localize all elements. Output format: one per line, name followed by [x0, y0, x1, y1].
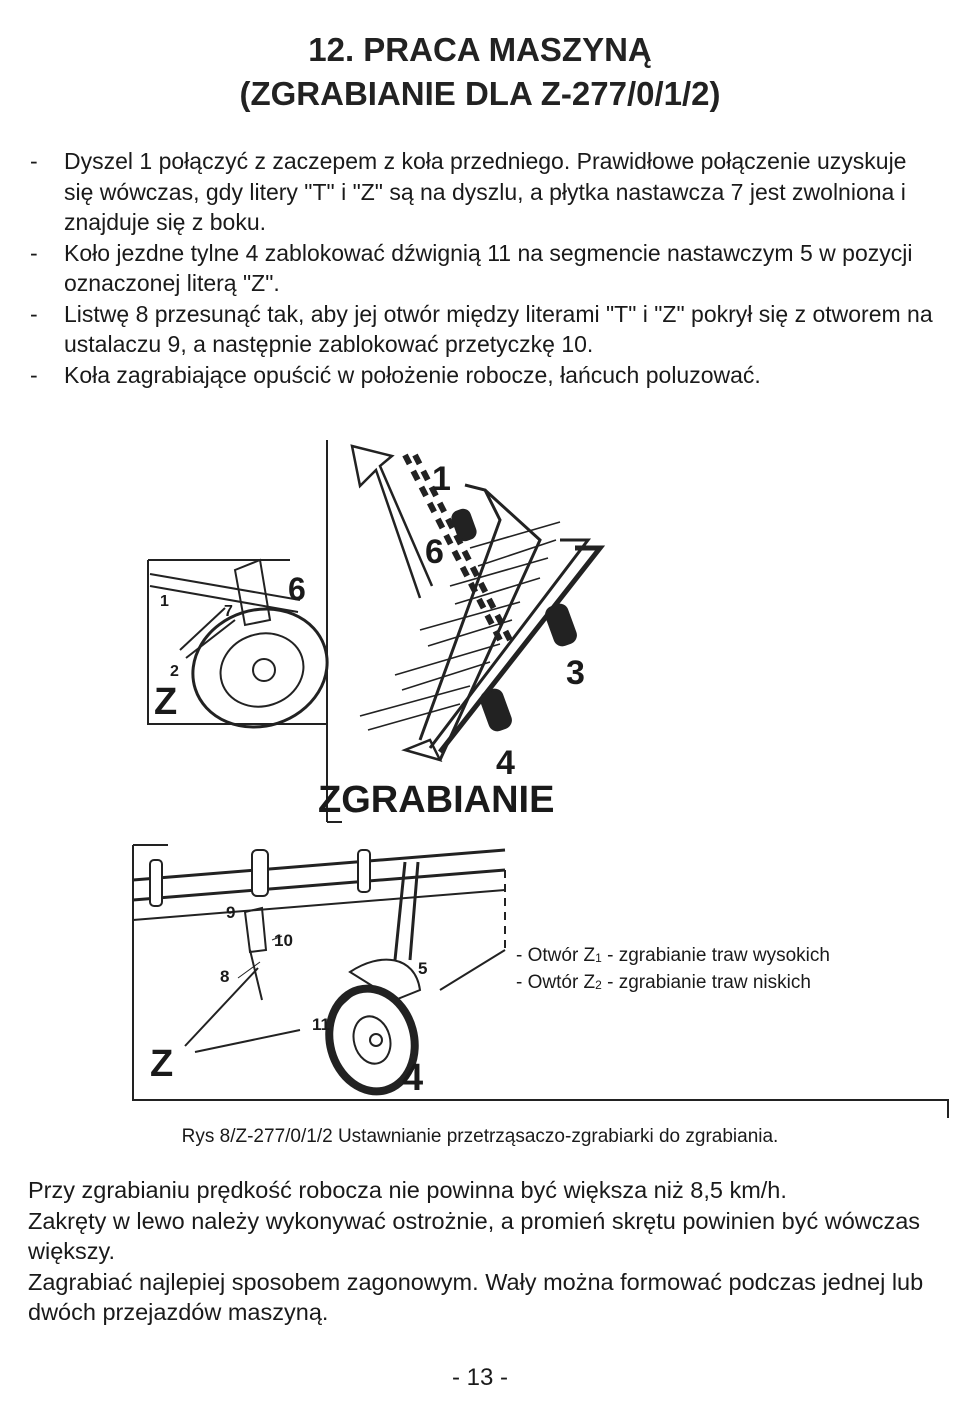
- label-9: 9: [226, 903, 236, 922]
- label-4: 4: [402, 1057, 424, 1099]
- hole-notes: [516, 943, 830, 997]
- bullet-dash: -: [30, 361, 38, 388]
- inset-label-2: 2: [170, 663, 179, 680]
- label-z: Z: [150, 1043, 174, 1085]
- page-title-line-1: 12. PRACA MASZYNĄ: [308, 31, 652, 68]
- bullet-dash: -: [30, 148, 38, 174]
- list-item-text: Dyszel 1 połączyć z zaczepem z koła przedniego. Prawidłowe połączenie uzyskuje się wówczas, gdy litery "T" i "Z" są na dyszlu, a płytka nastawcza 7 jest zwolniona i znajduje się z boku.: [64, 148, 907, 235]
- callout-4: 4: [496, 744, 515, 782]
- closing-text: [28, 1175, 938, 1328]
- inset-label-1: 1: [160, 593, 169, 610]
- page-number: - 13 -: [451, 1364, 508, 1391]
- closing-paragraph: Zakręty w lewo należy wykonywać ostrożnie, a promień skrętu powinien być wówczas większy.: [28, 1207, 921, 1264]
- label-5: 5: [418, 959, 428, 978]
- list-item-text: Listwę 8 przesunąć tak, aby jej otwór między literami "T" i "Z" pokrył się z otworem na ustalaczu 9, a następnie zablokować przetyczkę 10.: [64, 300, 933, 357]
- inset-label-6: 6: [288, 571, 306, 607]
- callout-6: 6: [425, 533, 444, 571]
- bullet-dash: -: [30, 300, 38, 327]
- closing-paragraph: Przy zgrabianiu prędkość robocza nie powinna być większa niż 8,5 km/h.: [28, 1177, 787, 1203]
- callout-3: 3: [566, 654, 585, 692]
- inset-label-7: 7: [224, 603, 233, 620]
- closing-paragraph: Zagrabiać najlepiej sposobem zagonowym. Wały można formować podczas jednej lub dwóch przejazdów maszyną.: [28, 1268, 924, 1325]
- list-item-text: Koła zagrabiające opuścić w położenie robocze, łańcuch poluzować.: [64, 361, 761, 388]
- hole-note-z1: - Otwór $Z_1$ - zgrabianie traw wysokich: [516, 945, 830, 966]
- label-10: 10: [274, 931, 293, 950]
- bullet-dash: -: [30, 239, 38, 266]
- inset-label-z: Z: [154, 681, 178, 723]
- callout-1: 1: [432, 460, 451, 498]
- figure-heading: ZGRABIANIE: [318, 779, 555, 821]
- page-title-line-2: (ZGRABIANIE DLA Z-277/0/1/2): [239, 75, 721, 112]
- list-item-text: Koło jezdne tylne 4 zablokować dźwignią 11 na segmencie nastawczym 5 w pozycji oznaczonej literą "Z".: [64, 239, 913, 296]
- hole-note-z2: - Owtór $Z_2$ - zgrabianie traw niskich: [516, 972, 811, 993]
- label-11: 11: [312, 1015, 330, 1034]
- figure-caption: Rys 8/Z-277/0/1/2 Ustawnianie przetrząsaczo-zgrabiarki do zgrabiania.: [181, 1126, 779, 1147]
- label-8: 8: [220, 967, 230, 986]
